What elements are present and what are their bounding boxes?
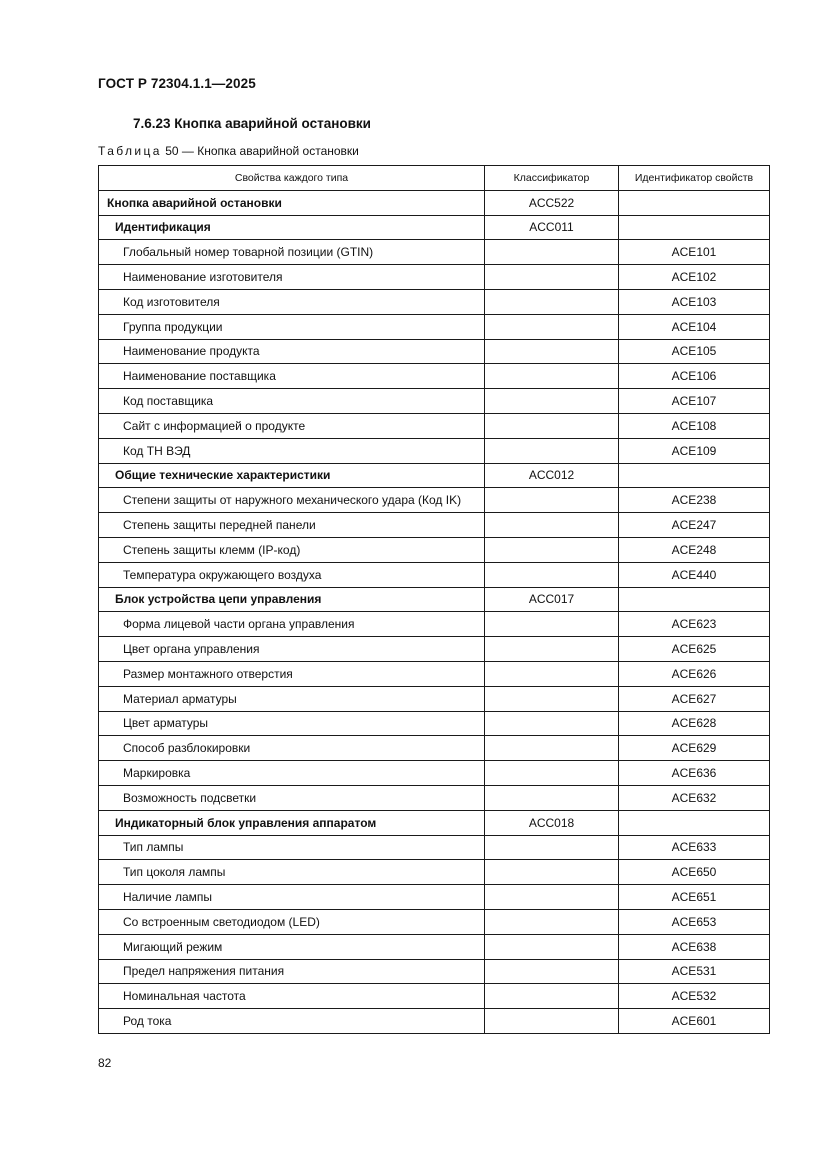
classifier-cell [485,686,619,711]
classifier-cell [485,314,619,339]
table-row [99,1009,770,1034]
table-row [99,537,770,562]
classifier-cell [485,934,619,959]
table-row [99,389,770,414]
table-header-row [99,166,770,191]
table-group-row [99,190,770,215]
table-row [99,488,770,513]
property-name-cell: Степень защиты клемм (IP-код) [99,537,485,562]
property-id-cell: ACE638 [619,934,770,959]
column-header-properties: Свойства каждого типа [99,166,485,191]
table-row [99,562,770,587]
property-id-cell: ACE108 [619,413,770,438]
classifier-cell: ACC011 [485,215,619,240]
table-row [99,686,770,711]
classifier-cell [485,711,619,736]
property-id-cell: ACE103 [619,289,770,314]
property-name-cell: Индикаторный блок управления аппаратом [99,810,485,835]
property-name-cell: Цвет арматуры [99,711,485,736]
property-id-cell: ACE102 [619,265,770,290]
classifier-cell [485,364,619,389]
table-row [99,265,770,290]
property-id-cell: ACE653 [619,909,770,934]
property-name-cell: Тип цоколя лампы [99,860,485,885]
classifier-cell [485,761,619,786]
property-name-cell: Идентификация [99,215,485,240]
table-row [99,314,770,339]
classifier-cell [485,513,619,538]
table-group-row [99,215,770,240]
property-name-cell: Наименование изготовителя [99,265,485,290]
table-row [99,438,770,463]
classifier-cell [485,835,619,860]
table-row [99,513,770,538]
property-id-cell: ACE651 [619,885,770,910]
property-name-cell: Код изготовителя [99,289,485,314]
page-number: 82 [98,1056,112,1070]
property-name-cell: Степени защиты от наружного механического удара (Код IK) [99,488,485,513]
property-id-cell [619,215,770,240]
classifier-cell [485,860,619,885]
document-header: ГОСТ Р 72304.1.1—2025 [98,76,256,91]
classifier-cell [485,984,619,1009]
table-row [99,240,770,265]
property-name-cell: Предел напряжения питания [99,959,485,984]
property-id-cell: ACE248 [619,537,770,562]
property-id-cell [619,190,770,215]
column-header-classifier: Классификатор [485,166,619,191]
property-name-cell: Материал арматуры [99,686,485,711]
classifier-cell [485,1009,619,1034]
property-id-cell [619,810,770,835]
table-row [99,761,770,786]
property-id-cell: ACE623 [619,612,770,637]
property-name-cell: Мигающий режим [99,934,485,959]
property-name-cell: Общие технические характеристики [99,463,485,488]
property-id-cell: ACE105 [619,339,770,364]
classifier-cell [485,389,619,414]
property-name-cell: Группа продукции [99,314,485,339]
property-id-cell: ACE628 [619,711,770,736]
property-id-cell: ACE629 [619,736,770,761]
property-id-cell [619,463,770,488]
table-row [99,984,770,1009]
column-header-property-id: Идентификатор свойств [619,166,770,191]
table-row [99,364,770,389]
table-caption-label: Таблица [98,144,162,158]
classifier-cell [485,562,619,587]
table-caption [98,144,359,158]
property-name-cell: Наименование продукта [99,339,485,364]
property-name-cell: Со встроенным светодиодом (LED) [99,909,485,934]
table-row [99,959,770,984]
property-name-cell: Температура окружающего воздуха [99,562,485,587]
table-row [99,339,770,364]
properties-table [98,165,770,1034]
classifier-cell [485,909,619,934]
property-id-cell: ACE650 [619,860,770,885]
classifier-cell [485,413,619,438]
classifier-cell [485,959,619,984]
property-name-cell: Тип лампы [99,835,485,860]
property-name-cell: Наименование поставщика [99,364,485,389]
property-id-cell: ACE601 [619,1009,770,1034]
table-group-row [99,463,770,488]
property-name-cell: Блок устройства цепи управления [99,587,485,612]
property-id-cell: ACE247 [619,513,770,538]
property-id-cell: ACE238 [619,488,770,513]
property-name-cell: Сайт с информацией о продукте [99,413,485,438]
table-row [99,934,770,959]
classifier-cell: ACC018 [485,810,619,835]
table-row [99,785,770,810]
table-row [99,661,770,686]
classifier-cell [485,438,619,463]
classifier-cell [485,488,619,513]
table-row [99,835,770,860]
table-group-row [99,810,770,835]
classifier-cell [485,785,619,810]
table-row [99,413,770,438]
table-row [99,860,770,885]
property-id-cell: ACE636 [619,761,770,786]
table-row [99,736,770,761]
property-name-cell: Способ разблокировки [99,736,485,761]
table-row [99,711,770,736]
classifier-cell [485,339,619,364]
property-name-cell: Размер монтажного отверстия [99,661,485,686]
property-name-cell: Глобальный номер товарной позиции (GTIN) [99,240,485,265]
classifier-cell [485,885,619,910]
property-id-cell: ACE632 [619,785,770,810]
table-row [99,637,770,662]
table-caption-text: 50 — Кнопка аварийной остановки [165,144,359,158]
property-name-cell: Наличие лампы [99,885,485,910]
property-id-cell: ACE625 [619,637,770,662]
property-name-cell: Степень защиты передней панели [99,513,485,538]
property-id-cell [619,587,770,612]
classifier-cell: ACC522 [485,190,619,215]
classifier-cell [485,240,619,265]
classifier-cell [485,661,619,686]
table-row [99,612,770,637]
property-id-cell: ACE626 [619,661,770,686]
property-name-cell: Код ТН ВЭД [99,438,485,463]
classifier-cell [485,289,619,314]
property-id-cell: ACE104 [619,314,770,339]
classifier-cell: ACC017 [485,587,619,612]
classifier-cell [485,612,619,637]
property-id-cell: ACE532 [619,984,770,1009]
classifier-cell [485,637,619,662]
table-row [99,885,770,910]
property-id-cell: ACE109 [619,438,770,463]
table-group-row [99,587,770,612]
table-body [99,190,770,1033]
classifier-cell: ACC012 [485,463,619,488]
section-title: 7.6.23 Кнопка аварийной остановки [133,116,371,131]
table-row [99,289,770,314]
property-name-cell: Кнопка аварийной остановки [99,190,485,215]
table-row [99,909,770,934]
property-id-cell: ACE106 [619,364,770,389]
property-name-cell: Форма лицевой части органа управления [99,612,485,637]
classifier-cell [485,736,619,761]
property-id-cell: ACE107 [619,389,770,414]
classifier-cell [485,537,619,562]
classifier-cell [485,265,619,290]
property-name-cell: Номинальная частота [99,984,485,1009]
property-id-cell: ACE440 [619,562,770,587]
property-name-cell: Цвет органа управления [99,637,485,662]
property-id-cell: ACE531 [619,959,770,984]
property-id-cell: ACE627 [619,686,770,711]
property-id-cell: ACE101 [619,240,770,265]
property-name-cell: Код поставщика [99,389,485,414]
property-name-cell: Род тока [99,1009,485,1034]
property-id-cell: ACE633 [619,835,770,860]
property-name-cell: Маркировка [99,761,485,786]
property-name-cell: Возможность подсветки [99,785,485,810]
